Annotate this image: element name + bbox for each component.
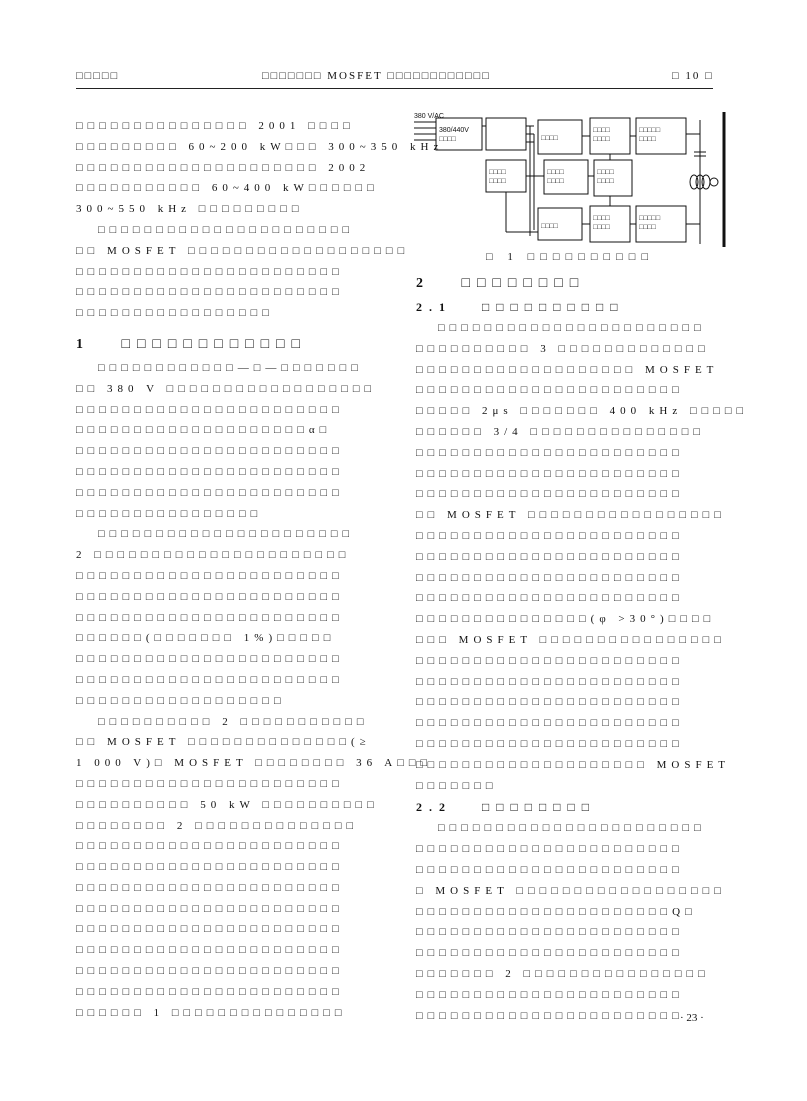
subsection-2-1-heading (416, 296, 722, 318)
text-line: 1 000 V)□ MOSFET □□□□□□□□ 36 A□□□ (76, 757, 433, 770)
figure-1-block-diagram (414, 112, 726, 250)
section-1-number: 1 (76, 336, 90, 352)
block-diagram-svg (414, 112, 726, 250)
text-line: □□□□□□□□□□□□□□□□□□□□□□□ (76, 777, 344, 790)
section-1-heading (76, 332, 381, 358)
figure-block-rectifier: 380/440V □□□□ (439, 127, 469, 143)
text-line: □□□□□□□□□□□□□□□□□□□□□□□ (416, 550, 684, 563)
text-line: □□□□□□□□□□□□□□□□□□□ MOSFET (416, 363, 719, 376)
text-line: □□□□□□□□□□□□□□□□□□□□□□□ (76, 653, 344, 666)
text-line: □□□□□□□□□□□□□□□□□□□□□□□ (416, 488, 684, 501)
section-2-number: 2 (416, 276, 430, 291)
figure-block-drive-bottom: □□□□ □□□□ (593, 215, 610, 231)
text-line: □□□□□□□□□□□□□□□□□□□□□□ (98, 528, 355, 541)
text-line: □□ MOSFET □□□□□□□□□□□□□□(≥ (76, 736, 371, 749)
text-line: □ MOSFET □□□□□□□□□□□□□□□□□□ (416, 884, 726, 897)
text-line: □□□□□□□□□□□□□□□□□□□□ MOSFET (416, 758, 731, 771)
text-line: □□□□□□□□□□□□□□□□□□□□□□□ (76, 673, 344, 686)
text-line: □□□□□□□□□□□□□□□□□□□□□□□ (416, 529, 684, 542)
text-line: □□□□□□□□□□□□□□□□□□□□□□ (98, 223, 355, 236)
text-line: □□□□□□□□□□□□□□□ 2001 □□□□ (76, 120, 355, 132)
text-line: □□□□□□□□□□□□□□□□□□□□□□□ (76, 840, 344, 853)
text-line: □□□□□□□□□□□□□□□□□ (76, 307, 274, 320)
figure-block-inverter-bottom: □□□□ (541, 223, 558, 230)
text-line: □□□□□□□□□□□□□□□□□□□□□□□ (76, 965, 344, 978)
figure-input-label: 380 V/AC (414, 113, 444, 120)
text-line: □□□□□□ 1 □□□□□□□□□□□□□□□ (76, 1006, 347, 1019)
text-line: □□□□□ 2μs □□□□□□□ 400 kHz □□□□□ (416, 405, 749, 418)
text-line: □□□□□□□□□□□□□□□□□□□□□□□ (416, 467, 684, 480)
subsection-2-2-heading (416, 796, 722, 818)
text-line: □□□□□□□□□□□□□□□□□□□□□□□ (76, 923, 344, 936)
text-line: □□□□□□□□□□□□□□□□□□□□□□□ (76, 944, 344, 957)
subsection-2-1-number: 2.1 (416, 300, 452, 314)
subsection-2-2-title: □□□□□□□□ (482, 800, 596, 815)
text-line: □□□□□□□□□□□□□□□□□□□□□□□ (76, 881, 344, 894)
figure-block-control: □□□□ □□□□ (489, 169, 506, 185)
text-line: □□ MOSFET □□□□□□□□□□□□□□□□□ (416, 509, 726, 522)
subsection-2-1-title: □□□□□□□□□□ (482, 300, 625, 314)
figure-block-detect: □□□□ □□□□ (597, 169, 614, 185)
text-line: □□□□□□□□□□□□□□□□□□□□□□□ (416, 571, 684, 584)
text-line: □□□□□□□ (416, 779, 498, 792)
running-header-issue: □ 10 □ (672, 70, 714, 82)
text-line: □□□□□□□□□□□□□□□□□□□□□□□ (416, 675, 684, 688)
text-line: □□□□□□□□□□□ 60~400 kW□□□□□□ (76, 182, 379, 195)
section-2-heading (416, 272, 722, 296)
text-line: 2 □□□□□□□□□□□□□□□□□□□□□□ (76, 549, 351, 562)
right-column (416, 272, 749, 1026)
text-line: □□□□□□□□□□□□□□□□□□□□□□□ (76, 861, 344, 874)
text-line: □□□□□□□□□□□□□□□□□□□□□□□ (416, 1009, 684, 1022)
text-line: □□□□□□□□□□ 50 kW □□□□□□□□□□ (76, 798, 379, 811)
figure-block-combiner-top: □□□□□ □□□□ (639, 127, 661, 143)
section-1-title: □□□□□□□□□□□□ (121, 336, 307, 352)
text-line: □□□□□□(□□□□□□□ 1%)□□□□□ (76, 632, 336, 645)
text-line: □□□□□□□□□□□□□□□□□□□□□□□ (416, 592, 684, 605)
text-line: □□□□□□□□□□□□□□□□□□□□□□□ (416, 863, 684, 876)
figure-1-caption: □ 1 □□□□□□□□□□ (486, 251, 655, 263)
text-line: □□□□□□□□□□□□□□□□ (76, 507, 263, 520)
text-line: □□□□□□□□□□□□□□□□□□□□□□□ (76, 569, 344, 582)
figure-block-protect: □□□□ □□□□ (547, 169, 564, 185)
text-line: □□ 380 V □□□□□□□□□□□□□□□□□□ (76, 382, 377, 395)
text-line: □□□□□□□□□□□□□□□□□□□□□□□ (416, 947, 684, 960)
text-line: □□□□□□□□□□□□□□□□□□□□□□□ (416, 696, 684, 709)
text-line: □□□□□□□□□□□□□□□□□□□□□□□ (416, 843, 684, 856)
text-line: □□□□□□□□□□□□□□□□□□□□□□□ (76, 265, 344, 278)
text-line: □□□□□□□□□□ 2 □□□□□□□□□□□ (98, 715, 369, 728)
text-line: □□□□□□□□□□□□□□□□□□□□□□□ (76, 902, 344, 915)
text-line: □□□□□□□ 2 □□□□□□□□□□□□□□□□ (416, 967, 710, 980)
header-rule (76, 88, 713, 89)
section-2-title: □□□□□□□□ (461, 276, 586, 291)
text-line: □□□□□□ 3/4 □□□□□□□□□□□□□□□ (416, 425, 706, 438)
text-line: □□□□□□□□□□□□□□□□□□□□□□□ (438, 822, 706, 835)
text-line: □□□ MOSFET □□□□□□□□□□□□□□□□ (416, 633, 726, 646)
text-line: □□□□□□□□□□□□□□□□□□□□□□□ (416, 654, 684, 667)
text-line: □□□□□□□□□□□□□□□□□□□□□□□ (416, 446, 684, 459)
running-header-title: □□□□□□□ MOSFET □□□□□□□□□□□□ (262, 70, 491, 82)
page-number: · 23 · (680, 1012, 704, 1024)
text-line: □□□□□□□□□□□□—□—□□□□□□□ (98, 361, 363, 374)
text-line: □□□□□□□□□□□□□□□□□□□□□□□ (76, 590, 344, 603)
text-line: □□□□□□□□□□□□□□□□□□□□□□□ (76, 985, 344, 998)
text-line: □□□□□□□□□□□□□□□□□□□□□□□ (76, 403, 344, 416)
running-header-left: □□□□□ (76, 70, 120, 82)
text-line: □□□□□□□□□□□□□□□□□□□□□□□ (438, 322, 706, 334)
text-line: □□□□□□□□□□□□□□□(φ >30°)□□□□ (416, 613, 716, 626)
text-line: □□□□□□□□□□□□□□□□□□□□□□□ (416, 384, 684, 397)
text-line: □□□□□□□□□□□□□□□□□□□□□□Q□ (416, 905, 697, 918)
text-line: □□□□□□□□□□ 3 □□□□□□□□□□□□□ (416, 342, 710, 355)
subsection-2-1-body (416, 318, 749, 796)
text-line: □□□□□□□□□□□□□□□□□□□□□□□ (76, 611, 344, 624)
figure-block-combiner-bottom: □□□□□ □□□□ (639, 215, 661, 231)
text-line: □□□□□□□□□□□□□□□□□□□□□□□ (416, 737, 684, 750)
text-line: □□□□□□□□□□□□□□□□□□□□□□□ (416, 717, 684, 730)
text-line: □□ MOSFET □□□□□□□□□□□□□□□□□□□ (76, 244, 410, 257)
text-line: 300~550 kHz □□□□□□□□□ (76, 203, 304, 216)
text-line: □□□□□□□□□□□□□□□□□□ (76, 694, 286, 707)
text-line: □□□□□□□□□□□□□□□□□□□□□ 2002 (76, 161, 371, 174)
text-line: □□□□□□□□□□□□□□□□□□□□□□□ (76, 445, 344, 458)
text-line: □□□□□□□□□□□□□□□□□□□□□□□ (76, 465, 344, 478)
text-line: □□□□□□□□□□□□□□□□□□□□□□□ (76, 286, 344, 299)
text-line: □□□□□□□□□□□□□□□□□□□□□□□ (76, 486, 344, 499)
text-line: □□□□□□□□□□□□□□□□□□□□α□ (76, 424, 332, 437)
text-line: □□□□□□□□ 2 □□□□□□□□□□□□□□ (76, 819, 359, 832)
text-line: □□□□□□□□□ 60~200 kW□□□ 300~350 kHz (76, 140, 444, 153)
text-line: □□□□□□□□□□□□□□□□□□□□□□□ (416, 988, 684, 1001)
figure-block-inverter-top: □□□□ (541, 135, 558, 142)
section-1-body (76, 358, 433, 1024)
subsection-2-2-body (416, 818, 726, 1026)
subsection-2-2-number: 2.2 (416, 800, 452, 815)
figure-block-drive-top: □□□□ □□□□ (593, 127, 610, 143)
text-line: □□□□□□□□□□□□□□□□□□□□□□□ (416, 926, 684, 939)
